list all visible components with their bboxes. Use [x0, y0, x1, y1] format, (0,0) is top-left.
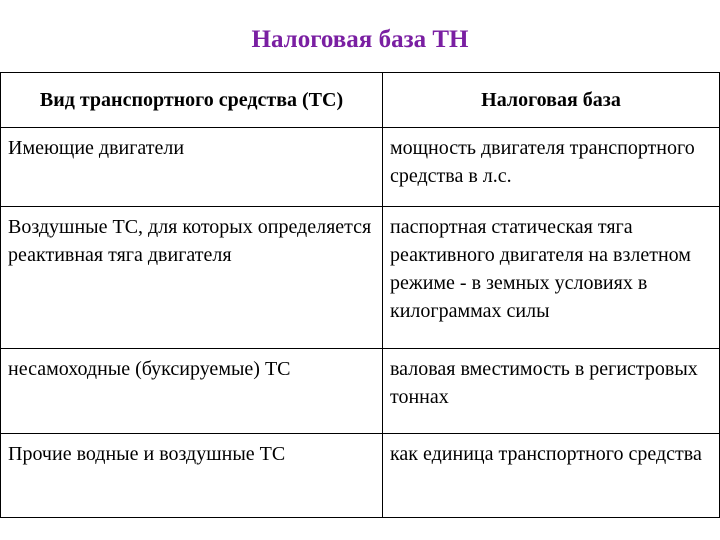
- table-header-row: [1, 73, 720, 128]
- table-row: [1, 128, 720, 207]
- header-vehicle-type: Вид транспортного средства (ТС): [1, 73, 383, 128]
- cell-vehicle-type: Прочие водные и воздушные ТС: [1, 434, 383, 518]
- table-row: [1, 207, 720, 349]
- cell-tax-base: валовая вместимость в регистровых тоннах: [383, 349, 720, 434]
- tax-base-table: [0, 72, 720, 518]
- header-tax-base: Налоговая база: [383, 73, 720, 128]
- cell-tax-base: паспортная статическая тяга реактивного двигателя на взлетном режиме - в земных условиях в килограммах силы: [383, 207, 720, 349]
- cell-vehicle-type: Воздушные ТС, для которых определяется реактивная тяга двигателя: [1, 207, 383, 349]
- page-title: Налоговая база ТН: [251, 26, 469, 53]
- table-row: [1, 434, 720, 518]
- cell-vehicle-type: Имеющие двигатели: [1, 128, 383, 207]
- table-row: [1, 349, 720, 434]
- cell-tax-base: как единица транспортного средства: [383, 434, 720, 518]
- cell-vehicle-type: несамоходные (буксируемые) ТС: [1, 349, 383, 434]
- cell-tax-base: мощность двигателя транспортного средства в л.с.: [383, 128, 720, 207]
